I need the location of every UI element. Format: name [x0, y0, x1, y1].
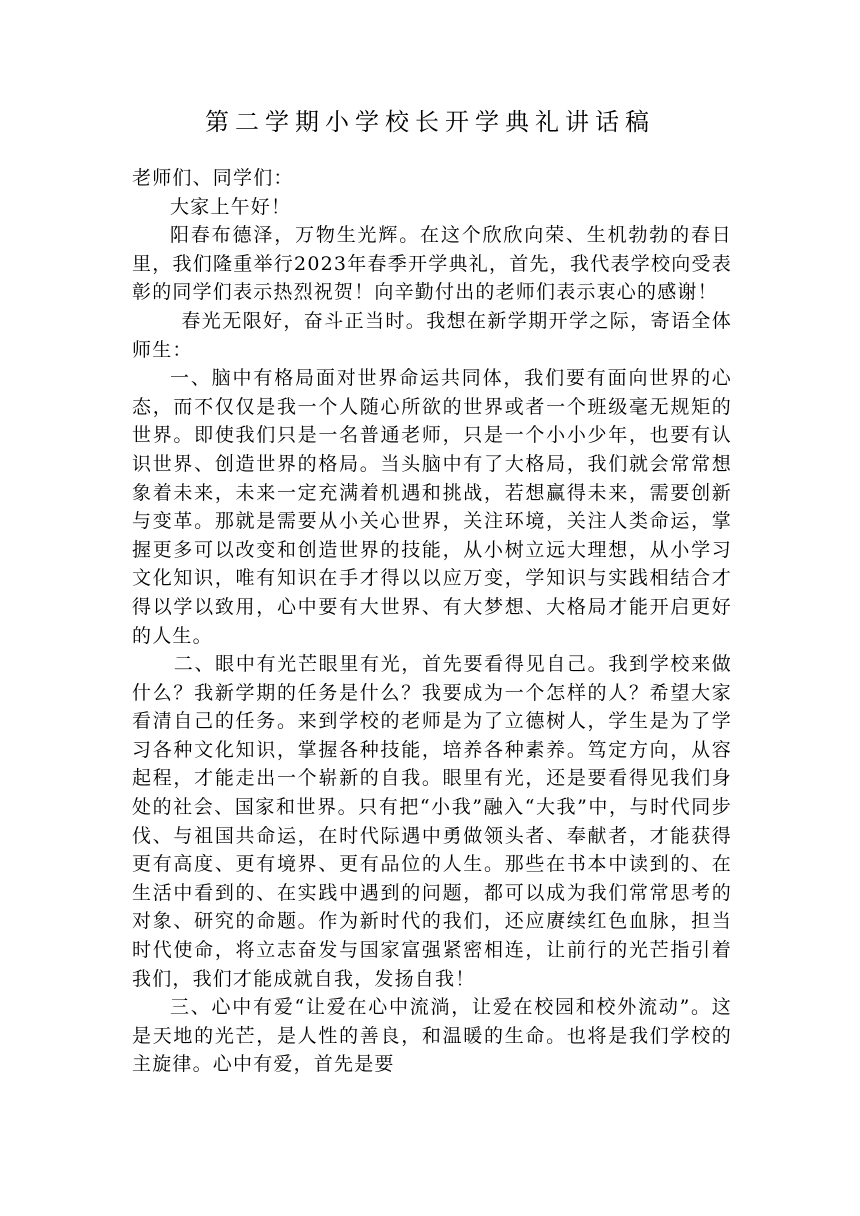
paragraph-point-one: 一、脑中有格局面对世界命运共同体，我们要有面向世界的心态，而不仅仅是我一个人随心所欲的世界或者一个班级毫无规矩的世界。即使我们只是一名普通老师，只是一个小小少年，也要有认识世界、创造世界的格局。当头脑中有了大格局，我们就会常常想象着未来，未来一定充满着机遇和挑战，若想赢得未来，需要创新与变革。那就是需要从小关心世界，关注环境，关注人类命运，掌握更多可以改变和创造世界的技能，从小树立远大理想，从小学习文化知识，唯有知识在手才得以以应万变，学知识与实践相结合才得以学以致用，心中要有大世界、有大梦想、大格局才能开启更好的人生。: [132, 367, 732, 647]
greeting: 大家上午好！: [170, 195, 292, 218]
paragraph-point-three: 三、心中有爱“让爱在心中流淌，让爱在校园和校外流动”。这是天地的光芒，是人性的善良，和温暖的生命。也将是我们学校的主旋律。心中有爱，首先是要: [132, 996, 732, 1076]
paragraph-wishes: 春光无限好，奋斗正当时。我想在新学期开学之际，寄语全体师生：: [132, 309, 732, 361]
paragraph-opening: 阳春布德泽，万物生光辉。在这个欣欣向荣、生机勃勃的春日里，我们隆重举行2023年春季开学典礼，首先，我代表学校向受表彰的同学们表示热烈祝贺！向辛勤付出的老师们表示衷心的感谢！: [132, 224, 732, 304]
paragraph-point-two: 二、眼中有光芒眼里有光，首先要看得见自己。我到学校来做什么？我新学期的任务是什么？我要成为一个怎样的人？希望大家看清自己的任务。来到学校的老师是为了立德树人，学生是为了学习各种文化知识，掌握各种技能，培养各种素养。笃定方向，从容起程，才能走出一个崭新的自我。眼里有光，还是要看得见我们身处的社会、国家和世界。只有把“小我”融入“大我”中，与时代同步伐、与祖国共命运，在时代际遇中勇做领头者、奉献者，才能获得更有高度、更有境界、更有品位的人生。那些在书本中读到的、在生活中看到的、在实践中遇到的问题，都可以成为我们常常思考的对象、研究的命题。作为新时代的我们，还应赓续红色血脉，担当时代使命，将立志奋发与国家富强紧密相连，让前行的光芒指引着我们，我们才能成就自我，发扬自我！: [132, 653, 732, 990]
salutation: 老师们、同学们：: [132, 167, 294, 189]
document-body: [132, 164, 732, 1079]
document-title: 第二学期小学校长开学典礼讲话稿: [205, 108, 655, 136]
